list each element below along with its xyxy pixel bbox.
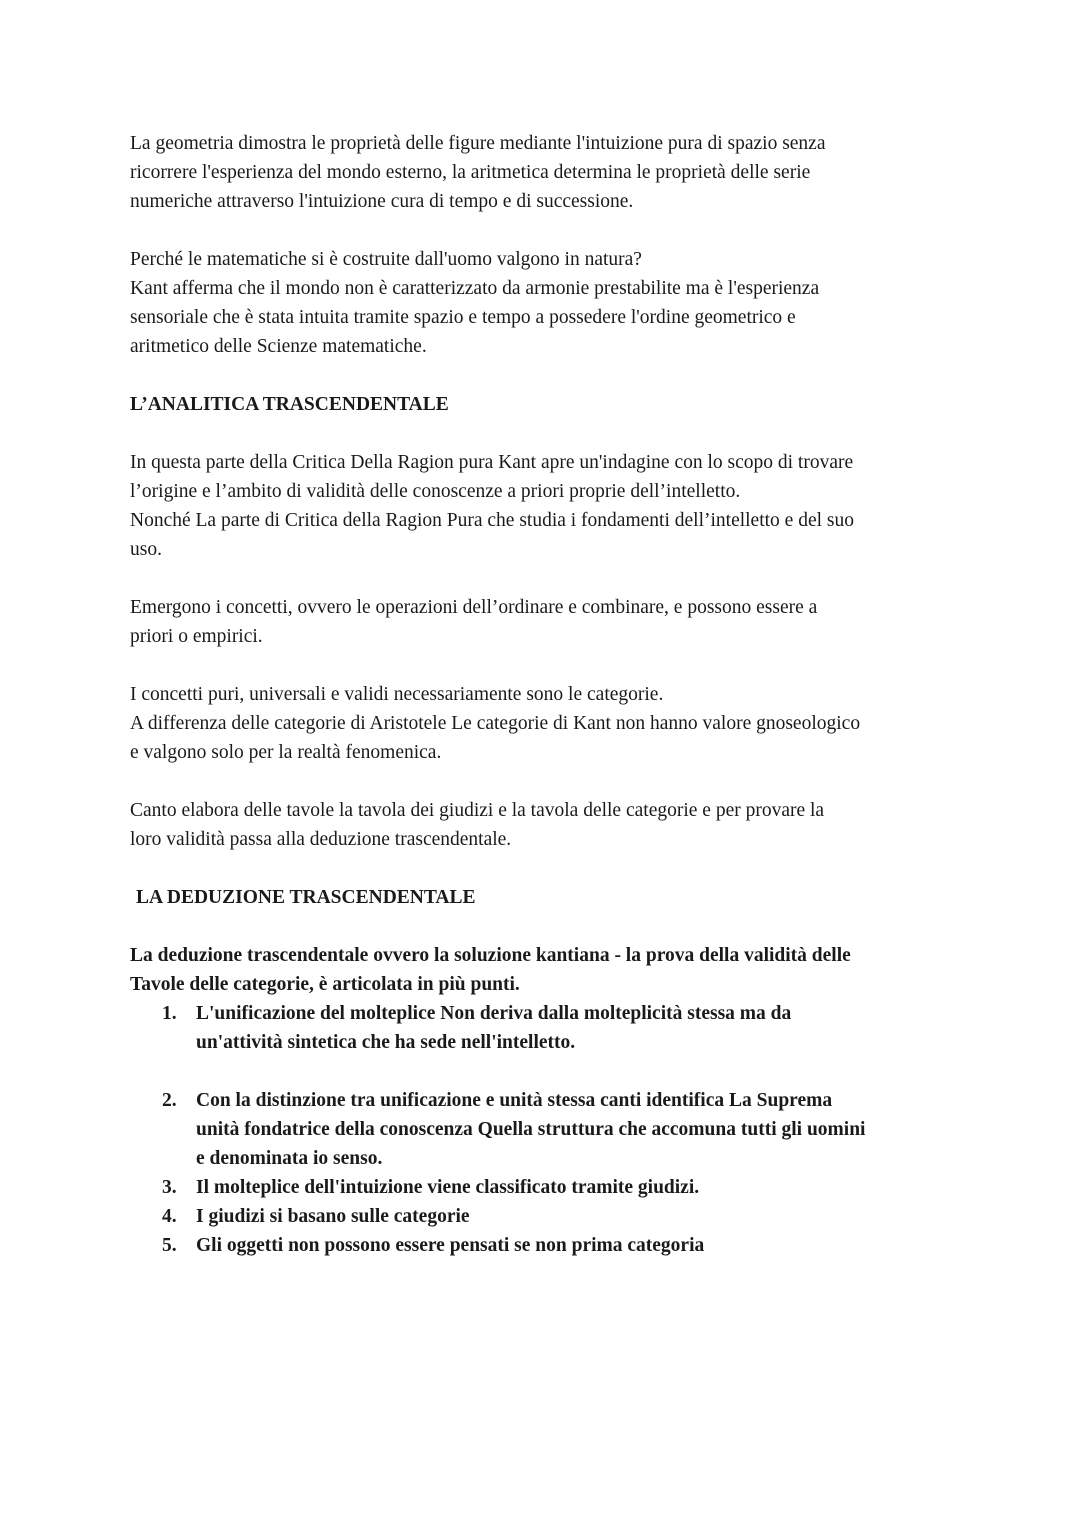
document-page xyxy=(130,129,960,1260)
section-heading-deduzione: LA DEDUZIONE TRASCENDENTALE xyxy=(136,887,476,908)
paragraph-mathematics xyxy=(130,245,960,361)
text-line: A differenza delle categorie di Aristotele Le categorie di Kant non hanno valore gnoseologico xyxy=(130,713,861,734)
text-line: uso. xyxy=(130,539,162,560)
text-line: aritmetico delle Scienze matematiche. xyxy=(130,336,427,357)
text-line: unità fondatrice della conoscenza Quella struttura che accomuna tutti gli uomini xyxy=(196,1119,866,1140)
list-number: 5. xyxy=(162,1235,177,1256)
paragraph-concetti xyxy=(130,593,960,651)
paragraph-categorie xyxy=(130,680,960,767)
text-line: ricorrere l'esperienza del mondo esterno, la aritmetica determina le proprietà delle serie xyxy=(130,162,811,183)
text-line: La deduzione trascendentale ovvero la soluzione kantiana - la prova della validità delle xyxy=(130,945,851,966)
text-line: Gli oggetti non possono essere pensati se non prima categoria xyxy=(196,1235,705,1256)
text-line: Kant afferma che il mondo non è caratterizzato da armonie prestabilite ma è l'esperienza xyxy=(130,278,820,299)
paragraph-analitica-intro xyxy=(130,448,960,564)
text-line: e denominata io senso. xyxy=(196,1148,383,1169)
paragraph-tavole xyxy=(130,796,960,854)
text-line: e valgono solo per la realtà fenomenica. xyxy=(130,742,442,763)
text-line: Nonché La parte di Critica della Ragion Pura che studia i fondamenti dell’intelletto e del suo xyxy=(130,510,854,531)
text-line: sensoriale che è stata intuita tramite spazio e tempo a possedere l'ordine geometrico e xyxy=(130,307,796,328)
section-heading-analitica: L’ANALITICA TRASCENDENTALE xyxy=(130,394,449,415)
list-item xyxy=(130,1231,960,1260)
list-item xyxy=(130,1173,960,1202)
text-line: un'attività sintetica che ha sede nell'intelletto. xyxy=(196,1032,576,1053)
text-line: Perché le matematiche si è costruite dall'uomo valgono in natura? xyxy=(130,249,642,270)
list-number: 4. xyxy=(162,1206,177,1227)
list-number: 3. xyxy=(162,1177,177,1198)
list-number: 2. xyxy=(162,1090,177,1111)
text-line: Canto elabora delle tavole la tavola dei giudizi e la tavola delle categorie e per provare la xyxy=(130,800,825,821)
paragraph-geometry xyxy=(130,129,960,216)
list-item xyxy=(130,999,960,1057)
text-line: l’origine e l’ambito di validità delle conoscenze a priori proprie dell’intelletto. xyxy=(130,481,741,502)
list-number: 1. xyxy=(162,1003,177,1024)
list-item xyxy=(130,1086,960,1173)
text-line: loro validità passa alla deduzione trascendentale. xyxy=(130,829,512,850)
text-line: L'unificazione del molteplice Non deriva dalla molteplicità stessa ma da xyxy=(196,1003,792,1024)
text-line: I concetti puri, universali e validi necessariamente sono le categorie. xyxy=(130,684,664,705)
text-line: priori o empirici. xyxy=(130,626,263,647)
paragraph-deduzione-intro xyxy=(130,941,960,999)
text-line: In questa parte della Critica Della Ragion pura Kant apre un'indagine con lo scopo di trovare xyxy=(130,452,854,473)
text-line: I giudizi si basano sulle categorie xyxy=(196,1206,470,1227)
text-line: Emergono i concetti, ovvero le operazioni dell’ordinare e combinare, e possono essere a xyxy=(130,597,818,618)
text-line: Tavole delle categorie, è articolata in più punti. xyxy=(130,974,520,995)
list-item xyxy=(130,1202,960,1231)
text-line: Con la distinzione tra unificazione e unità stessa canti identifica La Suprema xyxy=(196,1090,833,1111)
text-line: Il molteplice dell'intuizione viene classificato tramite giudizi. xyxy=(196,1177,700,1198)
text-line: La geometria dimostra le proprietà delle figure mediante l'intuizione pura di spazio senza xyxy=(130,133,826,154)
text-line: numeriche attraverso l'intuizione cura di tempo e di successione. xyxy=(130,191,634,212)
numbered-list xyxy=(130,999,960,1260)
